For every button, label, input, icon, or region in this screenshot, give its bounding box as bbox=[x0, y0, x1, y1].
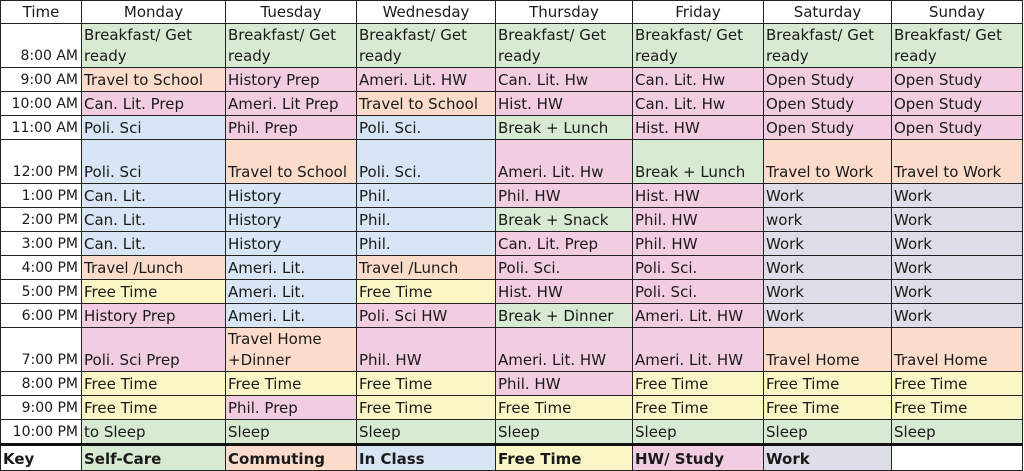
schedule-cell: Free Time bbox=[357, 396, 496, 420]
schedule-row bbox=[1, 184, 1023, 208]
schedule-cell: Ameri. Lit. HW bbox=[633, 304, 764, 328]
key-item: In Class bbox=[357, 445, 496, 471]
schedule-cell: Ameri. Lit Prep bbox=[226, 92, 357, 116]
schedule-cell: Breakfast/ Get ready bbox=[226, 24, 357, 68]
schedule-cell: Work bbox=[764, 232, 892, 256]
schedule-row bbox=[1, 208, 1023, 232]
schedule-cell: Free Time bbox=[496, 396, 633, 420]
header-friday: Friday bbox=[633, 1, 764, 24]
schedule-row bbox=[1, 328, 1023, 372]
schedule-cell: Sleep bbox=[226, 420, 357, 445]
schedule-cell: Work bbox=[892, 232, 1023, 256]
header-monday: Monday bbox=[82, 1, 226, 24]
schedule-cell: Breakfast/ Get ready bbox=[82, 24, 226, 68]
schedule-row bbox=[1, 140, 1023, 184]
time-cell: 5:00 PM bbox=[1, 280, 82, 304]
schedule-cell: History bbox=[226, 232, 357, 256]
schedule-cell: Work bbox=[892, 256, 1023, 280]
schedule-cell: Travel to Work bbox=[892, 140, 1023, 184]
schedule-cell: Poli. Sci. bbox=[633, 256, 764, 280]
schedule-cell: Ameri. Lit. bbox=[226, 256, 357, 280]
schedule-cell: Work bbox=[764, 256, 892, 280]
time-cell: 9:00 PM bbox=[1, 396, 82, 420]
schedule-cell: Free Time bbox=[764, 396, 892, 420]
schedule-cell: Ameri. Lit. HW bbox=[633, 328, 764, 372]
schedule-cell: Can. Lit. Prep bbox=[496, 232, 633, 256]
schedule-row bbox=[1, 372, 1023, 396]
time-cell: 8:00 AM bbox=[1, 24, 82, 68]
schedule-cell: History Prep bbox=[82, 304, 226, 328]
schedule-cell: Work bbox=[892, 184, 1023, 208]
key-item: Self-Care bbox=[82, 445, 226, 471]
header-saturday: Saturday bbox=[764, 1, 892, 24]
schedule-cell: Open Study bbox=[764, 92, 892, 116]
schedule-cell: Can. Lit. bbox=[82, 208, 226, 232]
schedule-cell: Poli. Sci. bbox=[357, 116, 496, 140]
schedule-cell: Travel to School bbox=[226, 140, 357, 184]
time-cell: 3:00 PM bbox=[1, 232, 82, 256]
schedule-row bbox=[1, 280, 1023, 304]
schedule-cell: Can. Lit. Hw bbox=[633, 92, 764, 116]
schedule-body bbox=[1, 24, 1023, 471]
schedule-cell: Can. Lit. Hw bbox=[633, 68, 764, 92]
schedule-cell: Phil. HW bbox=[633, 208, 764, 232]
schedule-cell: Can. Lit. Hw bbox=[496, 68, 633, 92]
schedule-cell: Open Study bbox=[764, 116, 892, 140]
schedule-cell: Poli. Sci bbox=[82, 140, 226, 184]
schedule-row bbox=[1, 396, 1023, 420]
schedule-cell: Ameri. Lit. Hw bbox=[496, 140, 633, 184]
schedule-cell: Poli. Sci HW bbox=[357, 304, 496, 328]
schedule-cell: Sleep bbox=[357, 420, 496, 445]
schedule-cell: Breakfast/ Get ready bbox=[357, 24, 496, 68]
schedule-cell: Open Study bbox=[892, 116, 1023, 140]
time-cell: 1:00 PM bbox=[1, 184, 82, 208]
schedule-cell: Phil. HW bbox=[633, 232, 764, 256]
schedule-row bbox=[1, 92, 1023, 116]
schedule-cell: Breakfast/ Get ready bbox=[764, 24, 892, 68]
schedule-cell: Ameri. Lit. HW bbox=[496, 328, 633, 372]
schedule-row bbox=[1, 232, 1023, 256]
schedule-cell: Phil. Prep bbox=[226, 396, 357, 420]
key-item: HW/ Study bbox=[633, 445, 764, 471]
schedule-cell: Travel /Lunch bbox=[82, 256, 226, 280]
schedule-cell: Poli. Sci bbox=[82, 116, 226, 140]
schedule-cell: Breakfast/ Get ready bbox=[633, 24, 764, 68]
schedule-cell: Open Study bbox=[892, 68, 1023, 92]
header-tuesday: Tuesday bbox=[226, 1, 357, 24]
schedule-cell: work bbox=[764, 208, 892, 232]
schedule-cell: Poli. Sci Prep bbox=[82, 328, 226, 372]
schedule-cell: History Prep bbox=[226, 68, 357, 92]
schedule-cell: Work bbox=[764, 280, 892, 304]
schedule-row bbox=[1, 24, 1023, 68]
schedule-cell: Phil. HW bbox=[496, 184, 633, 208]
schedule-cell: Phil. bbox=[357, 184, 496, 208]
key-item: Commuting bbox=[226, 445, 357, 471]
schedule-cell: Can. Lit. bbox=[82, 232, 226, 256]
schedule-cell: Open Study bbox=[892, 92, 1023, 116]
header-sunday: Sunday bbox=[892, 1, 1023, 24]
schedule-cell: Poli. Sci. bbox=[633, 280, 764, 304]
schedule-cell: Ameri. Lit. bbox=[226, 304, 357, 328]
schedule-cell: Travel to Work bbox=[764, 140, 892, 184]
schedule-cell: Free Time bbox=[82, 396, 226, 420]
schedule-cell: Hist. HW bbox=[496, 92, 633, 116]
schedule-cell: Can. Lit. bbox=[82, 184, 226, 208]
schedule-cell: Free Time bbox=[82, 372, 226, 396]
schedule-cell: Travel to School bbox=[357, 92, 496, 116]
schedule-cell: Free Time bbox=[892, 372, 1023, 396]
header-time: Time bbox=[1, 1, 82, 24]
schedule-cell: Work bbox=[764, 184, 892, 208]
schedule-cell: Poli. Sci. bbox=[496, 256, 633, 280]
schedule-cell: Free Time bbox=[633, 372, 764, 396]
schedule-row bbox=[1, 116, 1023, 140]
schedule-cell: Poli. Sci. bbox=[357, 140, 496, 184]
schedule-cell: Travel to School bbox=[82, 68, 226, 92]
time-cell: 2:00 PM bbox=[1, 208, 82, 232]
schedule-cell: Ameri. Lit. bbox=[226, 280, 357, 304]
schedule-cell: Phil. HW bbox=[357, 328, 496, 372]
schedule-cell: Sleep bbox=[892, 420, 1023, 445]
schedule-cell: Free Time bbox=[892, 396, 1023, 420]
schedule-cell: to Sleep bbox=[82, 420, 226, 445]
schedule-cell: Sleep bbox=[496, 420, 633, 445]
schedule-cell: Break + Lunch bbox=[496, 116, 633, 140]
schedule-row bbox=[1, 304, 1023, 328]
schedule-cell: Free Time bbox=[633, 396, 764, 420]
schedule-cell: Travel Home bbox=[764, 328, 892, 372]
time-cell: 10:00 PM bbox=[1, 420, 82, 445]
time-cell: 9:00 AM bbox=[1, 68, 82, 92]
schedule-row bbox=[1, 256, 1023, 280]
schedule-cell: Sleep bbox=[764, 420, 892, 445]
key-item: Work bbox=[764, 445, 892, 471]
schedule-cell: Sleep bbox=[633, 420, 764, 445]
schedule-cell: Hist. HW bbox=[633, 184, 764, 208]
schedule-cell: History bbox=[226, 208, 357, 232]
key-label: Key bbox=[1, 445, 82, 471]
header-thursday: Thursday bbox=[496, 1, 633, 24]
schedule-cell: Phil. Prep bbox=[226, 116, 357, 140]
time-cell: 11:00 AM bbox=[1, 116, 82, 140]
schedule-cell: Hist. HW bbox=[496, 280, 633, 304]
schedule-cell: Free Time bbox=[82, 280, 226, 304]
schedule-cell: Phil. bbox=[357, 232, 496, 256]
schedule-row bbox=[1, 420, 1023, 445]
schedule-cell: Travel Home bbox=[892, 328, 1023, 372]
key-row bbox=[1, 445, 1023, 471]
schedule-cell: Travel Home +Dinner bbox=[226, 328, 357, 372]
schedule-cell: Breakfast/ Get ready bbox=[892, 24, 1023, 68]
time-cell: 8:00 PM bbox=[1, 372, 82, 396]
schedule-cell: Free Time bbox=[226, 372, 357, 396]
schedule-cell: Free Time bbox=[764, 372, 892, 396]
time-cell: 7:00 PM bbox=[1, 328, 82, 372]
schedule-cell: Free Time bbox=[357, 372, 496, 396]
schedule-cell: Breakfast/ Get ready bbox=[496, 24, 633, 68]
header-wednesday: Wednesday bbox=[357, 1, 496, 24]
time-cell: 10:00 AM bbox=[1, 92, 82, 116]
schedule-cell: History bbox=[226, 184, 357, 208]
schedule-cell: Work bbox=[892, 208, 1023, 232]
schedule-cell: Ameri. Lit. HW bbox=[357, 68, 496, 92]
key-item: Free Time bbox=[496, 445, 633, 471]
schedule-cell: Break + Dinner bbox=[496, 304, 633, 328]
schedule-cell: Work bbox=[892, 304, 1023, 328]
schedule-cell: Phil. HW bbox=[496, 372, 633, 396]
time-cell: 6:00 PM bbox=[1, 304, 82, 328]
schedule-cell: Break + Snack bbox=[496, 208, 633, 232]
schedule-row bbox=[1, 68, 1023, 92]
schedule-cell: Break + Lunch bbox=[633, 140, 764, 184]
schedule-cell: Travel /Lunch bbox=[357, 256, 496, 280]
time-cell: 12:00 PM bbox=[1, 140, 82, 184]
schedule-cell: Can. Lit. Prep bbox=[82, 92, 226, 116]
schedule-cell: Hist. HW bbox=[633, 116, 764, 140]
time-cell: 4:00 PM bbox=[1, 256, 82, 280]
schedule-cell: Phil. bbox=[357, 208, 496, 232]
schedule-cell: Work bbox=[764, 304, 892, 328]
header-row bbox=[1, 1, 1023, 24]
key-item bbox=[892, 445, 1023, 471]
schedule-cell: Work bbox=[892, 280, 1023, 304]
schedule-cell: Free Time bbox=[357, 280, 496, 304]
schedule-cell: Open Study bbox=[764, 68, 892, 92]
